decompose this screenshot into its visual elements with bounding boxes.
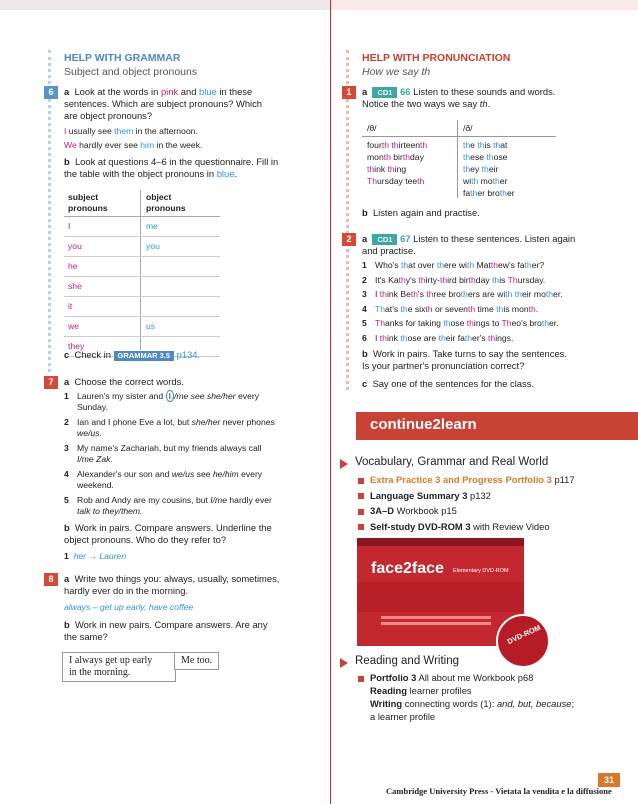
exercise-7-item: 4 Alexander's our son and we/us see he/him every weekend. [64, 469, 263, 490]
vocab-list-item: Language Summary 3 p132 [358, 490, 491, 502]
exercise-7-example: 1 her → Lauren [64, 551, 127, 561]
exercise-7-item: 2 Ian and I phone Eve a lot, but she/her never phones we/us. [64, 417, 275, 438]
table-header-object: object pronouns [146, 192, 186, 213]
exercise-7b: b Work in pairs. Compare answers. Underline the object pronouns. Who do they refer to? [64, 522, 272, 545]
pronunciation-dots [346, 50, 349, 390]
subject-pronoun: we [68, 321, 79, 331]
vocab-heading: Vocabulary, Grammar and Real World [355, 456, 549, 468]
speech-bubble-1: I always get up early in the morning. [62, 652, 176, 682]
exercise-6b: b Look at questions 4–6 in the questionnaire. Fill in the table with the object pronouns in blue. [64, 156, 279, 179]
exercise-7a: a Choose the correct words. [64, 376, 184, 387]
subject-pronoun: he [68, 261, 78, 271]
top-bar [0, 0, 638, 10]
exercise-7-item: 1 Lauren's my sister and I /me see she/her every Sunday. [64, 391, 260, 412]
subject-pronoun: I [68, 221, 71, 231]
exercise-1-number: 1 [342, 86, 356, 99]
sound-word-line: month birthday [367, 152, 424, 162]
sentence-1: I usually see them in the afternoon. [64, 126, 198, 136]
exercise-8-example: always – get up early, have coffee [64, 602, 194, 612]
dvd-disc-icon [496, 614, 550, 668]
pron-sentence: 2 It's Kathy's thirty-third birthday this Thursday. [362, 274, 546, 285]
sounds-table [362, 120, 556, 198]
grammar-title: HELP WITH GRAMMAR [64, 52, 181, 64]
exercise-6a: a Look at the words in pink and blue in these sentences. Which are subject pronouns? Which are object pronouns? [64, 86, 263, 121]
exercise-6c: c Check in GRAMMAR 3.5 p134. [64, 349, 201, 360]
sound-eth-header: /ð/ [463, 123, 473, 133]
footer-copyright: Cambridge University Press - Vietata la vendita e la diffusione [386, 786, 612, 796]
pronunciation-subtitle: How we say th [362, 66, 431, 78]
object-pronoun: you [146, 241, 160, 251]
pron-exercise-1a: a CD1 66 Listen to these sounds and words. Notice the two ways we say th. [362, 86, 556, 110]
pronunciation-title: HELP WITH PRONUNCIATION [362, 52, 511, 64]
continue2learn-banner: continue2learn [356, 412, 638, 440]
pron-sentence: 1 Who's that over there with Matthew's father? [362, 260, 545, 270]
exercise-6-number: 6 [44, 86, 58, 99]
pron-exercise-1b: b Listen again and practise. [362, 207, 480, 218]
exercise-7-item: 3 My name's Zachariah, but my friends always call I/me Zak. [64, 443, 262, 464]
sound-theta-header: /θ/ [367, 123, 377, 133]
pronoun-table-row [64, 317, 220, 337]
page-number: 31 [598, 773, 620, 787]
vocab-pointer-icon [340, 459, 348, 469]
sound-word-line: fourth thirteenth [367, 140, 428, 150]
dvd-badge: DVD-ROM [505, 622, 543, 647]
pronoun-table-row [64, 257, 220, 277]
sound-word-line: father brother [463, 188, 515, 198]
subject-pronoun: they [68, 341, 85, 351]
vocab-list-item: Self-study DVD-ROM 3 with Review Video [358, 521, 550, 533]
sound-word-line: think thing [367, 164, 407, 174]
exercise-7-number: 7 [44, 376, 58, 389]
sound-word-line: the this that [463, 140, 508, 150]
subject-pronoun: it [68, 301, 73, 311]
exercise-8a: a Write two things you: always, usually, sometimes, hardly ever do in the morning. [64, 573, 280, 596]
dvd-title: face2face [371, 560, 444, 577]
table-header-subject: subject pronouns [68, 192, 108, 213]
cd-track-tag-67[interactable]: CD1 [372, 234, 397, 245]
reading-writing-list: Portfolio 3 All about me Workbook p68 Reading learner profiles Writing connecting words (1): and, but, because; a learner profile [358, 671, 574, 723]
exercise-8-number: 8 [44, 573, 58, 586]
exercise-8b: b Work in new pairs. Compare answers. Are any the same? [64, 619, 268, 642]
sound-word-line: with mother [463, 176, 508, 186]
pron-exercise-2b: b Work in pairs. Take turns to say the sentences. Is your partner's pronunciation correct? [362, 348, 567, 371]
page-spine [330, 0, 331, 804]
sound-word-line: these those [463, 152, 508, 162]
vocab-list-item: Extra Practice 3 and Progress Portfolio 3 p117 [358, 474, 575, 486]
exercise-7-item: 5 Rob and Andy are my cousins, but I/me hardly ever talk to they/them. [64, 495, 272, 516]
grammar-subtitle: Subject and object pronouns [64, 66, 198, 78]
reading-writing-heading: Reading and Writing [355, 655, 459, 667]
dvd-subtitle: Elementary DVD-ROM [453, 568, 509, 574]
object-pronoun: me [146, 221, 158, 231]
pron-sentence: 4 That's the sixth or seventh time this month. [362, 303, 539, 314]
exercise-2-number: 2 [342, 233, 356, 246]
pron-exercise-2c: c Say one of the sentences for the class. [362, 378, 534, 389]
vocab-list-item: 3A–D Workbook p15 [358, 505, 457, 517]
pronoun-table [64, 190, 220, 357]
reading-pointer-icon [340, 658, 348, 668]
speech-bubble-2: Me too. [174, 652, 219, 670]
pron-exercise-2a: a CD1 67 Listen to these sentences. Listen again and practise. [362, 233, 576, 257]
pron-sentence: 3 I think Beth's three brothers are with their mother. [362, 289, 563, 300]
sound-word-line: Thursday teeth [367, 176, 425, 186]
sound-word-line: they their [463, 164, 499, 174]
cd-track-tag-66[interactable]: CD1 [372, 87, 397, 98]
pronoun-table-row [64, 237, 220, 257]
pronoun-table-row [64, 277, 220, 297]
subject-pronoun: she [68, 281, 82, 291]
grammar-reference-tag[interactable]: GRAMMAR 3.5 [114, 351, 175, 361]
pron-sentence: 6 I think those are their father's things. [362, 333, 514, 343]
object-pronoun: us [146, 321, 156, 331]
pronoun-table-row [64, 297, 220, 317]
pronoun-table-row [64, 217, 220, 237]
pron-sentence: 5 Thanks for taking those things to Theo's brother. [362, 318, 559, 329]
subject-pronoun: you [68, 241, 82, 251]
sentence-2: We hardly ever see him in the week. [64, 140, 203, 150]
